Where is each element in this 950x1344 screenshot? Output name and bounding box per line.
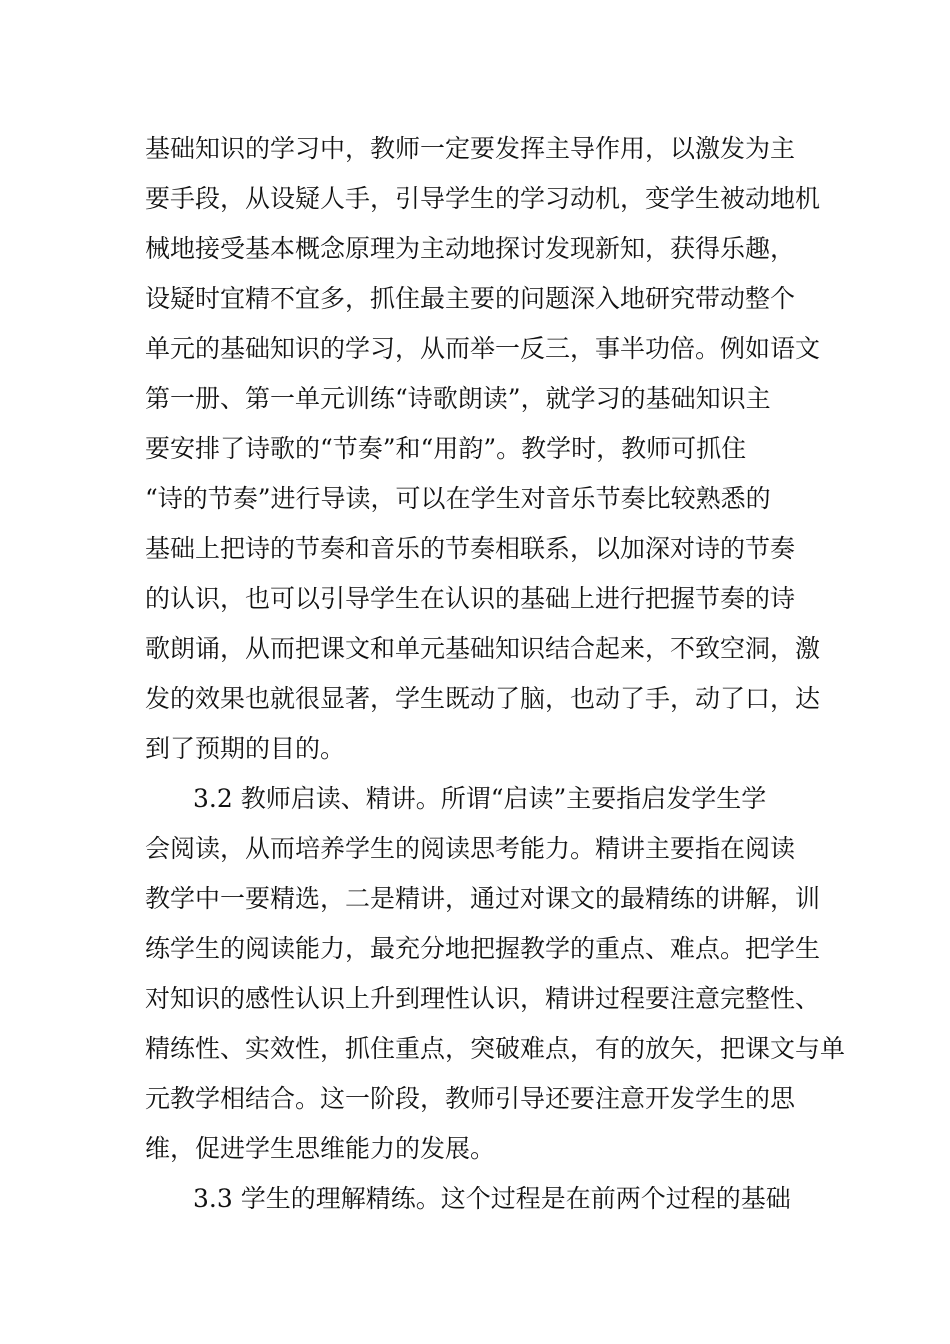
text-line: 要安排了诗歌的“节奏”和“用韵”。教学时，教师可抓住 bbox=[145, 434, 747, 463]
text-line: 械地接受基本概念原理为主动地探讨发现新知，获得乐趣， bbox=[145, 234, 796, 263]
text-line: 练学生的阅读能力，最充分地把握教学的重点、难点。把学生 bbox=[145, 934, 821, 963]
text-line: 精练性、实效性，抓住重点，突破难点，有的放矢，把课文与单 bbox=[145, 1034, 846, 1063]
text-line: 歌朗诵，从而把课文和单元基础知识结合起来，不致空洞，激 bbox=[145, 634, 821, 663]
text-line: 设疑时宜精不宜多，抓住最主要的问题深入地研究带动整个 bbox=[145, 284, 796, 313]
text-line: “诗的节奏”进行导读，可以在学生对音乐节奏比较熟悉的 bbox=[145, 484, 771, 513]
text-line: 教学中一要精选，二是精讲，通过对课文的最精练的讲解，训 bbox=[145, 884, 821, 913]
section-heading-line: 3.2 教师启读、精讲。所谓“启读”主要指启发学生学 bbox=[193, 784, 767, 813]
text-line: 要手段，从设疑人手，引导学生的学习动机，变学生被动地机 bbox=[145, 184, 821, 213]
text-line: 到了预期的目的。 bbox=[145, 734, 346, 763]
text-line: 维，促进学生思维能力的发展。 bbox=[145, 1134, 496, 1163]
text-line: 单元的基础知识的学习，从而举一反三，事半功倍。例如语文 bbox=[145, 334, 821, 363]
section-heading-line: 3.3 学生的理解精练。这个过程是在前两个过程的基础 bbox=[193, 1184, 791, 1213]
text-line: 基础知识的学习中，教师一定要发挥主导作用，以激发为主 bbox=[145, 134, 796, 163]
text-line: 发的效果也就很显著，学生既动了脑，也动了手，动了口，达 bbox=[145, 684, 821, 713]
text-line: 的认识，也可以引导学生在认识的基础上进行把握节奏的诗 bbox=[145, 584, 796, 613]
text-line: 对知识的感性认识上升到理性认识，精讲过程要注意完整性、 bbox=[145, 984, 821, 1013]
text-line: 第一册、第一单元训练“诗歌朗读”，就学习的基础知识主 bbox=[145, 384, 771, 413]
text-line: 元教学相结合。这一阶段，教师引导还要注意开发学生的思 bbox=[145, 1084, 796, 1113]
text-line: 基础上把诗的节奏和音乐的节奏相联系，以加深对诗的节奏 bbox=[145, 534, 796, 563]
text-line: 会阅读，从而培养学生的阅读思考能力。精讲主要指在阅读 bbox=[145, 834, 796, 863]
